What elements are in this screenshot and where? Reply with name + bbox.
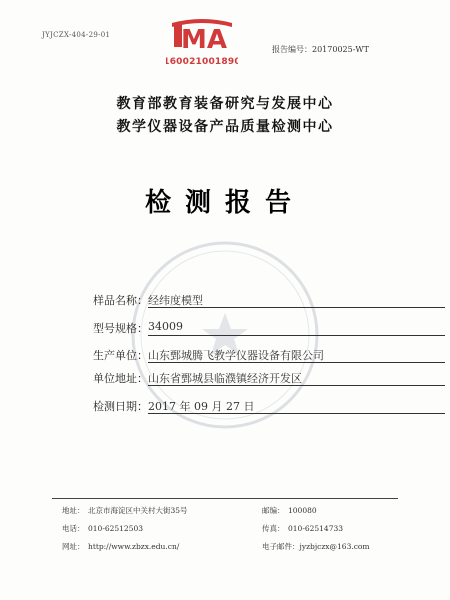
footer-value: 100080 bbox=[288, 506, 317, 515]
field-label: 检测日期： bbox=[93, 400, 148, 413]
footer-label: 地址： bbox=[62, 506, 85, 515]
footer-postcode bbox=[262, 505, 317, 516]
footer-label: 邮编： bbox=[262, 506, 285, 515]
footer-label: 传真： bbox=[262, 524, 285, 533]
field-value: 34009 bbox=[148, 320, 445, 336]
footer-label: 电子邮件： bbox=[262, 542, 300, 551]
footer-value: jyzbjczx@163.com bbox=[299, 542, 370, 551]
field-value: 山东省鄄城县临濮镇经济开发区 bbox=[148, 370, 445, 386]
report-title: 检测报告 bbox=[144, 188, 305, 218]
field-label: 单位地址： bbox=[93, 372, 148, 385]
footer-fax bbox=[262, 523, 343, 534]
footer-email bbox=[262, 541, 370, 552]
report-number: 报告编号：20170025-WT bbox=[272, 45, 369, 54]
field-value: 2017 年 09 月 27 日 bbox=[148, 398, 445, 414]
footer-value: 北京市海淀区中关村大街35号 bbox=[88, 506, 188, 515]
cma-certification-logo bbox=[166, 17, 238, 69]
footer-label: 电话： bbox=[62, 524, 85, 533]
cma-number: 160021001890 bbox=[166, 57, 238, 67]
organization-name-line1: 教育部教育装备研究与发展中心 bbox=[116, 96, 334, 112]
footer-value: 010-62512503 bbox=[88, 524, 144, 533]
organization-name-line2: 教学仪器设备产品质量检测中心 bbox=[116, 119, 334, 135]
document-code: JYJCZX-404-29-01 bbox=[42, 31, 111, 39]
footer-website bbox=[62, 541, 179, 552]
field-value: 经纬度模型 bbox=[148, 292, 445, 308]
footer-value: http://www.zbzx.edu.cn/ bbox=[88, 542, 180, 551]
footer-value: 010-62514733 bbox=[288, 524, 344, 533]
cma-mark-text: MA bbox=[181, 25, 227, 55]
footer-label: 网址： bbox=[62, 542, 85, 551]
field-label: 样品名称： bbox=[93, 294, 148, 307]
field-value: 山东鄄城腾飞教学仪器设备有限公司 bbox=[148, 347, 445, 363]
field-label: 生产单位： bbox=[93, 349, 148, 362]
field-label: 型号规格： bbox=[93, 322, 148, 335]
footer-address bbox=[62, 505, 188, 516]
footer-divider bbox=[52, 498, 398, 499]
footer-phone bbox=[62, 523, 143, 534]
